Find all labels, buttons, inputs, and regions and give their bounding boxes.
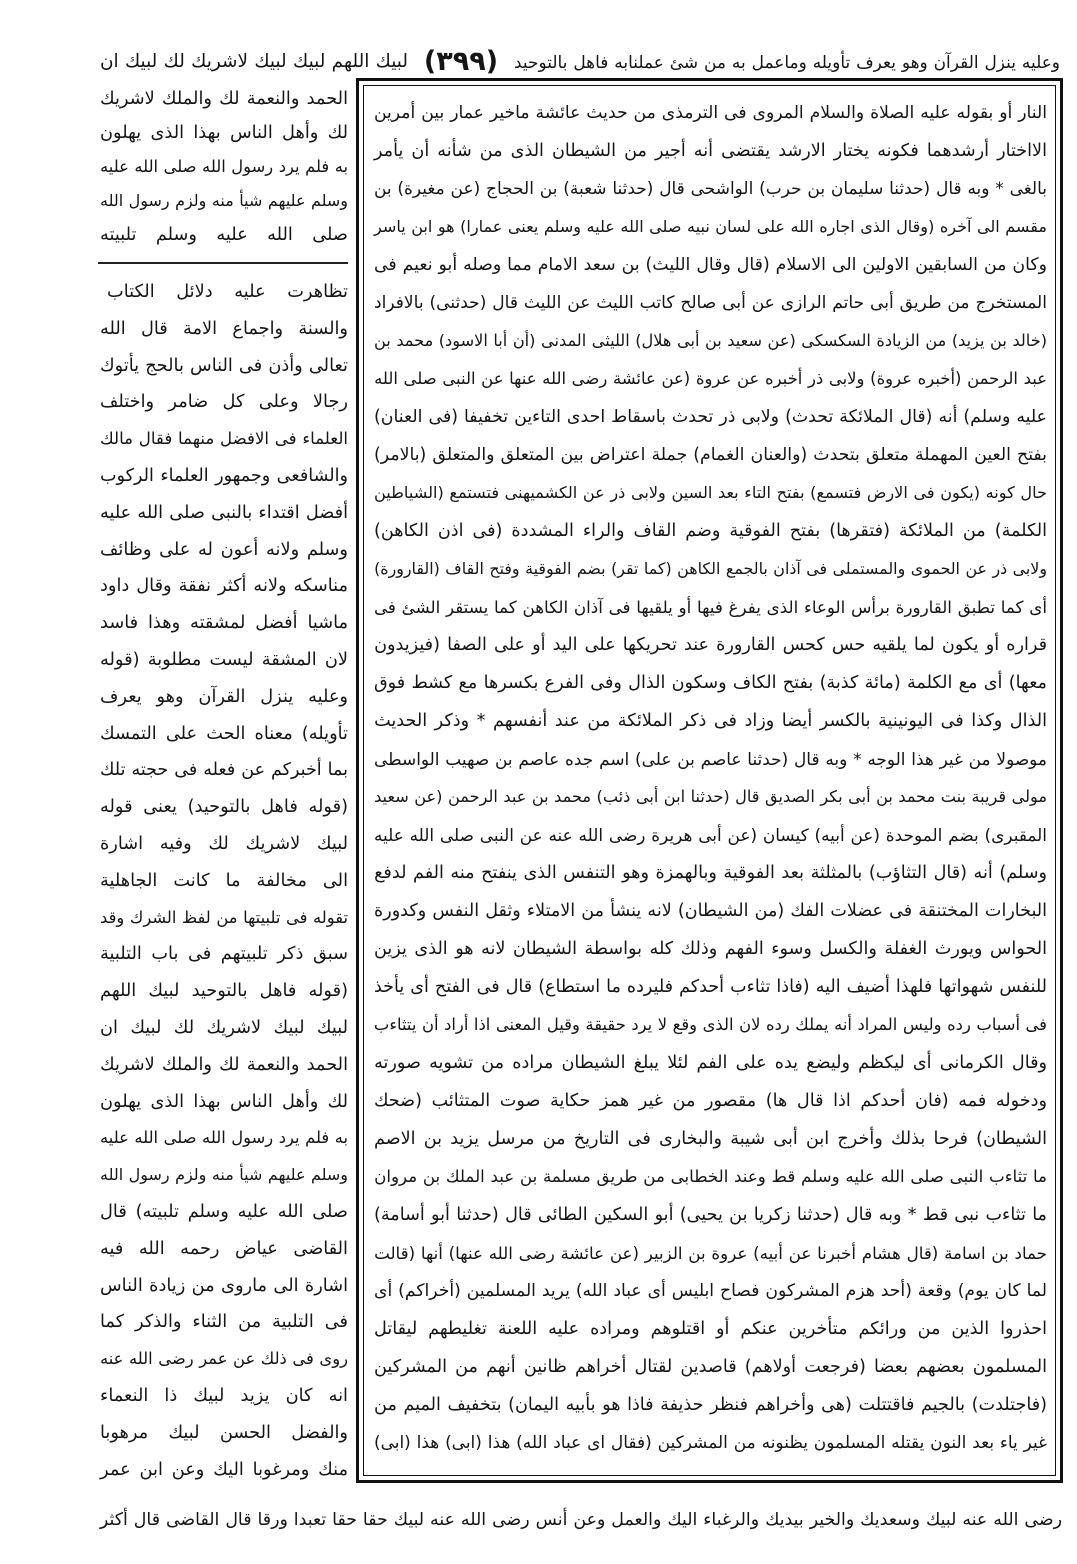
main-text-line-text: بفتح العين المهملة متعلق بتحدث (والعنان الغمام) جملة اعتراض بين المتعلق والمتعلق (بالامر) <box>374 445 1047 465</box>
main-text-line <box>372 474 1047 512</box>
margin-text-line-text: انه كان يزيد لبيك ذا النعماء <box>100 1385 348 1406</box>
margin-text-line-text: منك ومرغوبا اليك وعن ابن عمر <box>100 1459 348 1480</box>
margin-text-line-text: وسلم ولانه أعون له على وظائف <box>100 539 348 560</box>
main-text-line <box>372 208 1047 246</box>
margin-text-line-text: لبيك لبيك لاشريك لك لبيك ان <box>100 1017 348 1038</box>
main-text-line-text: قراره أو يكون لما يلقيه حس كحس القارورة عند تحريكها على اليد أو على الصفا (فيزيدون <box>374 635 1047 655</box>
main-text-line <box>372 1386 1047 1424</box>
main-text-line-text: معها) أى مع الكلمة (مائة كذبة) بفتح الكاف وسكون الذال وفى الفرع بكسرها مع كشط فوق <box>374 673 1047 693</box>
margin-text-line <box>98 1120 348 1157</box>
main-text-line-text: وقال الكرمانى أى ليكظم وليضع يده على الفم لئلا يبلغ الشيطان مراده من تشويه صورته <box>374 1053 1047 1073</box>
margin-text-line <box>98 679 348 716</box>
margin-text-line-text: تأويله) معناه الحث على التمسك <box>99 723 348 744</box>
margin-text-line <box>98 1157 348 1194</box>
main-text-line <box>372 1348 1047 1386</box>
main-text-line-text: ولابى ذر عن الحموى والمستملى فى آذان بالجمع الكاهن (كما تقر) بضم الفوقية وفتح القاف (القارورة) <box>374 559 1047 578</box>
margin-text-line-text: لان المشقة ليست مطلوبة (قوله <box>99 649 348 670</box>
margin-column-top <box>98 82 348 252</box>
margin-text-line <box>98 1084 348 1121</box>
margin-text-line <box>98 421 348 458</box>
main-text-line <box>372 1082 1047 1120</box>
margin-text-line <box>98 150 348 184</box>
margin-text-line <box>98 348 348 385</box>
margin-text-line-text: لك وأهل الناس بهذا الذى يهلون <box>100 1091 348 1112</box>
main-text-line-text: ما تثاءب نبى قط * وبه قال (حدثنا زكريا بن يحيى) أبو السكين الطائى قال (حدثنا أبو أسامة) <box>373 1205 1047 1225</box>
margin-text-line <box>98 458 348 495</box>
margin-text-line-text: الحمد والنعمة لك والملك لاشريك <box>100 89 348 109</box>
main-text-line <box>372 1234 1047 1272</box>
margin-text-line <box>98 716 348 753</box>
main-text-line-text: المستخرج من طريق أبى حاتم الرازى عن أبى صالح كاتب الليث عن الليث قال (حدثنى) بالافراد <box>374 293 1047 313</box>
main-text-line-text: احذروا الذين من ورائكم متأخرين عنكم أو اقتلوهم ومراده عليه اللعنة تغليطهم ليقاتل <box>374 1319 1047 1339</box>
margin-column <box>98 274 348 1490</box>
main-text-line <box>372 1196 1047 1234</box>
margin-text-line-text: العلماء فى الافضل منهما فقال مالك <box>100 429 348 449</box>
footer-text: رضى الله عنه لبيك وسعديك والخير بيديك والرغباء اليك والعمل وعن أنس رضى الله عنه لبيك حقا حقا تعبدا ورقا قال القاضى قال أكثر <box>99 1510 1062 1530</box>
main-text-line-text: ما تثاءب النبى صلى الله عليه وسلم قط وعند الخطابى من طريق مسلمة بن عبد الملك بن مروان <box>374 1167 1047 1186</box>
margin-text-line <box>98 1415 348 1452</box>
margin-text-line <box>98 1194 348 1231</box>
main-text-line <box>372 1158 1047 1196</box>
main-text-line-text: النار أو بقوله عليه الصلاة والسلام المروى فى الترمذى من حديث عائشة ماخير عمار بين أمرين <box>373 103 1047 123</box>
main-text-line <box>372 588 1047 626</box>
margin-text-line <box>98 863 348 900</box>
margin-text-line-text: وعليه ينزل القرآن وهو يعرف <box>100 686 348 707</box>
main-text-line <box>372 778 1047 816</box>
main-text-line <box>372 246 1047 284</box>
margin-text-line <box>98 116 348 150</box>
main-text-line-text: فى أسباب رده وليس المراد أنه يملك رده لان الذى وقع لا يرد حقيقة وقيل المعنى اذا أراد أن يتثاءب <box>373 1015 1047 1034</box>
margin-text-line <box>98 568 348 605</box>
main-text-line <box>372 170 1047 208</box>
margin-text-line-text: بما أخبركم عن فعله فى حجته تلك <box>100 760 348 781</box>
margin-text-line-text: به فلم يرد رسول الله صلى الله عليه <box>100 157 348 176</box>
main-text-line <box>372 360 1047 398</box>
running-text-left-text: لبيك اللهم لبيك لبيك لاشريك لك لبيك ان <box>99 51 408 72</box>
margin-text-line <box>98 1268 348 1305</box>
main-text-line <box>372 1272 1047 1310</box>
main-text-line <box>372 930 1047 968</box>
margin-text-line-text: تقوله فى تلبيتها من لفظ الشرك وقد <box>100 907 348 927</box>
main-text-line-text: حماد بن اسامة (قال هشام أخبرنا عن أبيه) عروة بن الزبير (عن عائشة رضى الله عنها) أنها (قالت <box>374 1243 1047 1263</box>
margin-text-line-text: (قوله فاهل بالتوحيد) يعنى قوله <box>99 797 348 818</box>
margin-text-line-text: تعالى وأذن فى الناس بالحج يأتوك <box>100 355 348 376</box>
running-text-right-text: وعليه ينزل القرآن وهو يعرف تأويله وماعمل به من شئ عملنابه فاهل بالتوحيد <box>514 52 1060 72</box>
main-text-line <box>372 398 1047 436</box>
margin-text-line <box>98 532 348 569</box>
margin-text-line-text: تظاهرت عليه دلائل الكتاب <box>107 282 348 302</box>
main-text-line <box>372 1006 1047 1044</box>
margin-text-line-text: مناسكه ولانه أكثر نفقة وقال داود <box>100 576 348 597</box>
main-text-line-text: عليه وسلم) أنه (قال الملائكة تحدث) ولابى ذر تحدث باسقاط احدى التاءين تخفيفا (فى العنان) <box>373 407 1047 427</box>
main-text-line-text: مولى قريبة بنت محمد بن أبى بكر الصديق قال (حدثنا ابن أبى ذئب) محمد بن عبد الرحمن (عن سعيد <box>374 787 1047 806</box>
margin-text-line <box>98 936 348 973</box>
main-text-line <box>372 284 1047 322</box>
main-text-line <box>372 436 1047 474</box>
main-text-line <box>372 702 1047 740</box>
margin-text-line <box>98 495 348 532</box>
main-text-line-text: لما كان يوم) وقعة (أحد هزم المشركون فصاح ابليس أى عباد الله) يريد المسلمين (أخراكم) أى <box>374 1281 1047 1301</box>
main-text-line <box>372 1044 1047 1082</box>
main-text-line-text: الذال وكذا فى اليونينية بالكسر أيضا وزاد فى ذكر الملائكة من عند أنفسهم * وذكر الحديث <box>374 711 1047 731</box>
margin-text-line-text: صلى الله عليه وسلم تلبيته <box>100 225 348 245</box>
main-text-line-text: وكان من السابقين الاولين الى الاسلام (قال وقال الليث) بن سعد الامام مما وصله أبو نعيم فى <box>373 255 1047 275</box>
main-text-line <box>372 626 1047 664</box>
margin-text-line <box>98 184 348 218</box>
margin-text-line <box>98 311 348 348</box>
main-text-line <box>372 1424 1047 1462</box>
main-text-line <box>372 322 1047 360</box>
margin-text-line-text: الى مخالفة ما كانت الجاهلية <box>100 870 348 891</box>
margin-text-line-text: والسنة واجماع الامة قال الله <box>99 318 348 339</box>
main-text-line-text: المسلمون بعضهم بعضا (فرجعت أولاهم) قاصدين لقتال أخراهم ظانين أنهم من المشركين <box>374 1357 1047 1377</box>
margin-text-line-text: وسلم عليهم شيأ منه ولزم رسول الله <box>100 1165 348 1185</box>
margin-text-line <box>98 789 348 826</box>
main-text-box <box>356 78 1063 1483</box>
main-text-line-text: بالغى * وبه قال (حدثنا سليمان بن حرب) الواشحى قال (حدثنا شعبة) بن الحجاج (عن مغيرة) بن <box>373 179 1047 199</box>
main-text-box-inner-border <box>363 85 1056 1476</box>
margin-text-line-text: لك وأهل الناس بهذا الذى يهلون <box>100 123 348 143</box>
margin-text-line-text: سبق ذكر تلبيتهم فى باب التلبية <box>99 944 348 965</box>
main-text-body <box>372 94 1047 1466</box>
main-text-line-text: أى كما تطبق القارورة برأس الوعاء الذى يفرغ فيها أو يلقيها فى آذان الكاهن كما يستقر الشئ فى <box>373 597 1047 617</box>
margin-text-line <box>98 642 348 679</box>
margin-text-line-text: الحمد والنعمة لك والملك لاشريك <box>100 1054 348 1075</box>
margin-text-line-text: والشافعى وجمهور العلماء الركوب <box>99 465 348 486</box>
main-text-line <box>372 132 1047 170</box>
margin-text-line <box>98 605 348 642</box>
margin-text-line <box>98 1231 348 1268</box>
margin-text-line <box>98 218 348 252</box>
margin-text-line-text: والفضل الحسن لبيك مرهوبا <box>99 1422 348 1443</box>
main-text-line-text: الكلمة) من الملائكة (فتقرها) بفتح الفوقية وضم القاف والراء المشددة (فى اذن الكاهن) <box>373 521 1047 541</box>
margin-text-line <box>98 973 348 1010</box>
margin-text-line <box>98 1304 348 1341</box>
main-text-line-text: ودخوله فمه (فان أحدكم اذا قال ها) مقصور من غير همز حكاية صوت المتثائب (ضحك <box>373 1091 1047 1111</box>
main-text-line-text: عبد الرحمن (أخبره عروة) ولابى ذر أخبره عن عروة (عن عائشة رضى الله عنها عن النبى صلى الله <box>374 369 1047 388</box>
margin-text-line <box>98 274 348 311</box>
main-text-line <box>372 664 1047 702</box>
main-text-line-text: (خالد بن يزيد) من الزيادة السكسكى (عن سعيد بن أبى هلال) الليثى المدنى (أن أبا الاسود) محمد بن <box>373 331 1047 350</box>
margin-text-line-text: (قوله فاهل بالتوحيد لبيك اللهم <box>100 981 348 1002</box>
main-text-line <box>372 740 1047 778</box>
main-text-line-text: (فاجتلدت) بالجيم فاقتتلت (هى وأخراهم فنظر حذيفة فاذا هو بأبيه اليمان) بتخفيف الميم من <box>374 1395 1047 1415</box>
margin-text-line <box>98 1047 348 1084</box>
margin-text-line-text: رجالا وعلى كل ضامر واختلف <box>100 392 348 413</box>
margin-text-line <box>98 82 348 116</box>
margin-text-line <box>98 900 348 937</box>
main-text-line <box>372 94 1047 132</box>
margin-separator-line <box>98 262 348 264</box>
main-text-line <box>372 1310 1047 1348</box>
margin-text-line-text: وسلم عليهم شيأ منه ولزم رسول الله <box>100 191 348 210</box>
main-text-line-text: الحواس ويورث الغفلة والكسل وسوء الفهم وذلك كله بواسطة الشيطان لانه هو الذى يزين <box>374 939 1047 959</box>
margin-text-line-text: روى فى ذلك عن عمر رضى الله عنه <box>99 1349 348 1369</box>
page-number: (٣٩٩) <box>423 46 499 77</box>
margin-text-line <box>98 1010 348 1047</box>
main-text-line-text: للنفس شهواتها فلهذا أضيف اليه (فاذا تثاءب أحدكم فليرده ما استطاع) قال فى الفتح أى يأخذ <box>373 977 1047 997</box>
margin-text-line-text: لبيك لاشريك لك وفيه اشارة <box>100 833 348 854</box>
main-text-line-text: مقسم الى آخره (وقال الذى اجاره الله على لسان نبيه صلى الله عليه وسلم يعنى عمارا) هو ابن ياسر <box>374 217 1047 236</box>
margin-text-line <box>98 1452 348 1489</box>
margin-text-line <box>98 384 348 421</box>
main-text-line-text: المقبرى) بضم الموحدة (عن أبيه) كيسان (عن أبى هريرة رضى الله عنه عن النبى صلى الله عليه <box>373 825 1047 845</box>
main-text-line <box>372 512 1047 550</box>
main-text-line <box>372 816 1047 854</box>
main-text-line-text: الشيطان) فرحا بذلك وأخرج ابن أبى شيبة والبخارى فى التاريخ من مرسل يزيد بن الاصم <box>373 1129 1047 1149</box>
margin-text-line-text: القاضى عياض رحمه الله فيه <box>100 1238 348 1259</box>
footer-running-text <box>98 1498 1062 1542</box>
margin-text-line-text: اشارة الى ماروى من زيادة الناس <box>100 1275 348 1296</box>
main-text-line <box>372 1120 1047 1158</box>
main-text-line-text: موصولا من غير هذا الوجه * وبه قال (حدثنا عاصم بن على) اسم جده عاصم بن صهيب الواسطى <box>374 749 1047 769</box>
main-text-line-text: وسلم) أنه (قال التثاؤب) بالمثلثة بعد الفوقية وبالهمزة وهو التنفس الذى ينفتح منه الفم لدفع <box>374 863 1047 883</box>
main-text-line-text: الااختار أرشدهما فكونه يختار الارشد يقتضى أنه أجير من الشيطان الذى من شأنه أن يأمر <box>373 141 1047 161</box>
main-text-line <box>372 550 1047 588</box>
main-text-line-text: غير ياء بعد النون يقتله المسلمون يظنونه من المشركين (فقال اى عباد الله) هذا (ابى) هذا (ابى) <box>373 1433 1047 1453</box>
margin-text-line-text: أفضل اقتداء بالنبى صلى الله عليه <box>99 502 348 523</box>
margin-text-line-text: صلى الله عليه وسلم تلبيته) قال <box>100 1201 348 1222</box>
margin-text-line-text: ماشيا أفضل لمشقته وهذا فاسد <box>100 613 348 634</box>
margin-text-line-text: به فلم يرد رسول الله صلى الله عليه <box>100 1128 348 1148</box>
margin-text-line <box>98 1341 348 1378</box>
margin-text-line-text: فى التلبية من الثناء والذكر كما <box>99 1312 348 1333</box>
margin-text-line <box>98 826 348 863</box>
margin-text-line <box>98 752 348 789</box>
main-text-line-text: حال كونه (يكون فى الارض فتسمع) بفتح التاء بعد السين ولابى ذر عن الكشميهنى فتستمع (الشياطين <box>373 483 1047 502</box>
margin-text-line <box>98 1378 348 1415</box>
main-text-line <box>372 968 1047 1006</box>
main-text-line-text: البخارات المختنقة فى عضلات الفك (من الشيطان) لانه ينشأ من الامتلاء وثقل النفس وكدورة <box>374 901 1047 921</box>
main-text-line <box>372 854 1047 892</box>
main-text-line <box>372 892 1047 930</box>
